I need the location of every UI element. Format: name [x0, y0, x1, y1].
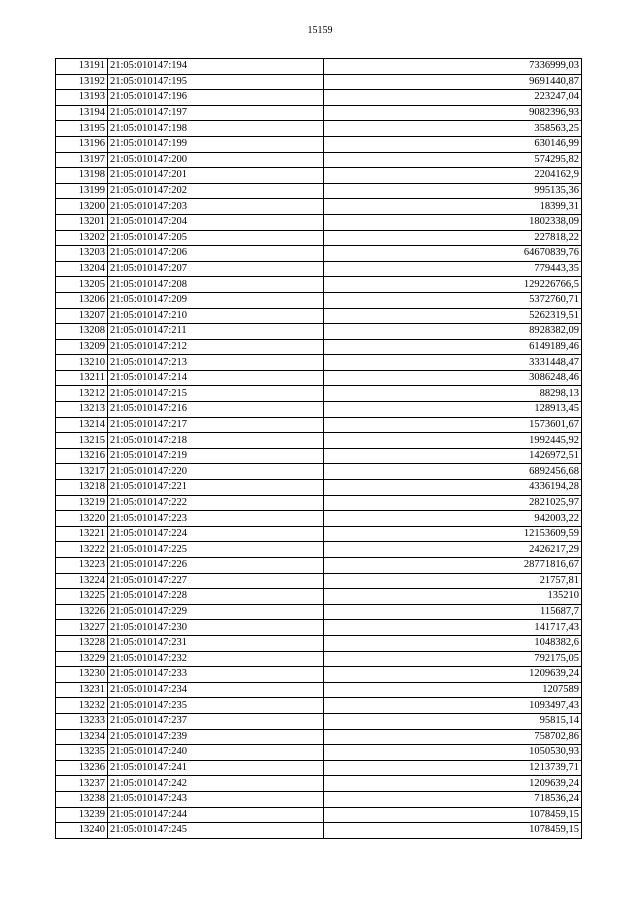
table-row [56, 651, 582, 667]
row-number-cell: 13203 [56, 246, 108, 262]
table-row [56, 635, 582, 651]
row-number-cell: 13199 [56, 183, 108, 199]
table-row [56, 604, 582, 620]
row-number-cell: 13215 [56, 433, 108, 449]
cadastral-number-cell: 21:05:010147:230 [108, 620, 324, 636]
cadastral-number-cell: 21:05:010147:244 [108, 807, 324, 823]
cadastral-value-cell: 1048382,6 [324, 635, 582, 651]
cadastral-number-cell: 21:05:010147:213 [108, 355, 324, 371]
table-row [56, 90, 582, 106]
cadastral-value-cell: 3331448,47 [324, 355, 582, 371]
cadastral-number-cell: 21:05:010147:232 [108, 651, 324, 667]
row-number-cell: 13211 [56, 370, 108, 386]
table-row [56, 791, 582, 807]
table-row [56, 745, 582, 761]
cadastral-value-cell: 942003,22 [324, 511, 582, 527]
cadastral-value-cell: 1209639,24 [324, 667, 582, 683]
table-row [56, 698, 582, 714]
row-number-cell: 13205 [56, 277, 108, 293]
cadastral-value-cell: 574295,82 [324, 152, 582, 168]
cadastral-value-cell: 2204162,9 [324, 168, 582, 184]
cadastral-value-cell: 64670839,76 [324, 246, 582, 262]
cadastral-value-cell: 128913,45 [324, 402, 582, 418]
table-row [56, 230, 582, 246]
cadastral-number-cell: 21:05:010147:219 [108, 448, 324, 464]
row-number-cell: 13198 [56, 168, 108, 184]
cadastral-number-cell: 21:05:010147:220 [108, 464, 324, 480]
cadastral-value-cell: 3086248,46 [324, 370, 582, 386]
cadastral-number-cell: 21:05:010147:201 [108, 168, 324, 184]
cadastral-number-cell: 21:05:010147:233 [108, 667, 324, 683]
row-number-cell: 13220 [56, 511, 108, 527]
table-row [56, 667, 582, 683]
table-row [56, 199, 582, 215]
table-row [56, 807, 582, 823]
cadastral-number-cell: 21:05:010147:226 [108, 558, 324, 574]
cadastral-value-cell: 1802338,09 [324, 214, 582, 230]
cadastral-number-cell: 21:05:010147:195 [108, 74, 324, 90]
row-number-cell: 13239 [56, 807, 108, 823]
cadastral-value-cell: 18399,31 [324, 199, 582, 215]
cadastral-number-cell: 21:05:010147:198 [108, 121, 324, 137]
cadastral-value-cell: 1573601,67 [324, 417, 582, 433]
table-row [56, 495, 582, 511]
row-number-cell: 13230 [56, 667, 108, 683]
row-number-cell: 13219 [56, 495, 108, 511]
row-number-cell: 13194 [56, 105, 108, 121]
cadastral-number-cell: 21:05:010147:216 [108, 402, 324, 418]
cadastral-value-cell: 1078459,15 [324, 823, 582, 839]
row-number-cell: 13208 [56, 324, 108, 340]
row-number-cell: 13216 [56, 448, 108, 464]
cadastral-value-cell: 1209639,24 [324, 776, 582, 792]
table-row [56, 74, 582, 90]
table-row [56, 59, 582, 75]
cadastral-value-cell: 28771816,67 [324, 558, 582, 574]
cadastral-value-cell: 9691440,87 [324, 74, 582, 90]
cadastral-number-cell: 21:05:010147:237 [108, 713, 324, 729]
cadastral-value-cell: 141717,43 [324, 620, 582, 636]
row-number-cell: 13221 [56, 526, 108, 542]
cadastral-number-cell: 21:05:010147:215 [108, 386, 324, 402]
table-row [56, 542, 582, 558]
cadastral-number-cell: 21:05:010147:207 [108, 261, 324, 277]
table-row [56, 277, 582, 293]
cadastral-value-cell: 1078459,15 [324, 807, 582, 823]
cadastral-value-cell: 718536,24 [324, 791, 582, 807]
table-row [56, 760, 582, 776]
row-number-cell: 13201 [56, 214, 108, 230]
table-row [56, 433, 582, 449]
row-number-cell: 13197 [56, 152, 108, 168]
cadastral-value-cell: 21757,81 [324, 573, 582, 589]
cadastral-number-cell: 21:05:010147:206 [108, 246, 324, 262]
row-number-cell: 13237 [56, 776, 108, 792]
row-number-cell: 13196 [56, 136, 108, 152]
table-row [56, 417, 582, 433]
cadastral-number-cell: 21:05:010147:209 [108, 292, 324, 308]
row-number-cell: 13214 [56, 417, 108, 433]
cadastral-number-cell: 21:05:010147:208 [108, 277, 324, 293]
cadastral-number-cell: 21:05:010147:202 [108, 183, 324, 199]
table-row [56, 729, 582, 745]
row-number-cell: 13200 [56, 199, 108, 215]
cadastral-number-cell: 21:05:010147:240 [108, 745, 324, 761]
table-row [56, 136, 582, 152]
row-number-cell: 13231 [56, 682, 108, 698]
cadastral-value-cell: 227818,22 [324, 230, 582, 246]
table-row [56, 355, 582, 371]
table-row [56, 589, 582, 605]
cadastral-value-cell: 995135,36 [324, 183, 582, 199]
cadastral-number-cell: 21:05:010147:245 [108, 823, 324, 839]
table-row [56, 370, 582, 386]
row-number-cell: 13218 [56, 480, 108, 496]
cadastral-number-cell: 21:05:010147:231 [108, 635, 324, 651]
row-number-cell: 13240 [56, 823, 108, 839]
cadastral-value-cell: 8928382,09 [324, 324, 582, 340]
cadastral-number-cell: 21:05:010147:241 [108, 760, 324, 776]
cadastral-number-cell: 21:05:010147:224 [108, 526, 324, 542]
row-number-cell: 13236 [56, 760, 108, 776]
cadastral-value-cell: 758702,86 [324, 729, 582, 745]
cadastral-number-cell: 21:05:010147:197 [108, 105, 324, 121]
row-number-cell: 13238 [56, 791, 108, 807]
cadastral-number-cell: 21:05:010147:217 [108, 417, 324, 433]
cadastral-value-cell: 779443,35 [324, 261, 582, 277]
cadastral-value-cell: 1426972,51 [324, 448, 582, 464]
cadastral-number-cell: 21:05:010147:196 [108, 90, 324, 106]
cadastral-value-cell: 4336194,28 [324, 480, 582, 496]
cadastral-value-cell: 223247,04 [324, 90, 582, 106]
row-number-cell: 13235 [56, 745, 108, 761]
table-row [56, 464, 582, 480]
cadastral-number-cell: 21:05:010147:239 [108, 729, 324, 745]
table-row [56, 526, 582, 542]
cadastral-number-cell: 21:05:010147:225 [108, 542, 324, 558]
table-row [56, 573, 582, 589]
table-row [56, 121, 582, 137]
table-row [56, 448, 582, 464]
cadastral-number-cell: 21:05:010147:221 [108, 480, 324, 496]
cadastral-number-cell: 21:05:010147:200 [108, 152, 324, 168]
cadastral-value-cell: 95815,14 [324, 713, 582, 729]
cadastral-value-cell: 7336999,03 [324, 59, 582, 75]
row-number-cell: 13192 [56, 74, 108, 90]
row-number-cell: 13234 [56, 729, 108, 745]
row-number-cell: 13224 [56, 573, 108, 589]
row-number-cell: 13202 [56, 230, 108, 246]
cadastral-number-cell: 21:05:010147:229 [108, 604, 324, 620]
row-number-cell: 13223 [56, 558, 108, 574]
row-number-cell: 13229 [56, 651, 108, 667]
cadastral-number-cell: 21:05:010147:203 [108, 199, 324, 215]
row-number-cell: 13209 [56, 339, 108, 355]
cadastral-number-cell: 21:05:010147:214 [108, 370, 324, 386]
row-number-cell: 13227 [56, 620, 108, 636]
cadastral-number-cell: 21:05:010147:199 [108, 136, 324, 152]
table-row [56, 183, 582, 199]
cadastral-number-cell: 21:05:010147:243 [108, 791, 324, 807]
table-row [56, 324, 582, 340]
cadastral-value-cell: 115687,7 [324, 604, 582, 620]
cadastral-value-cell: 1213739,71 [324, 760, 582, 776]
table-row [56, 152, 582, 168]
table-row [56, 292, 582, 308]
cadastral-value-cell: 12153609,59 [324, 526, 582, 542]
cadastral-value-cell: 630146,99 [324, 136, 582, 152]
row-number-cell: 13226 [56, 604, 108, 620]
row-number-cell: 13217 [56, 464, 108, 480]
table-row [56, 480, 582, 496]
table-row [56, 823, 582, 839]
row-number-cell: 13233 [56, 713, 108, 729]
cadastral-value-cell: 5372760,71 [324, 292, 582, 308]
cadastral-value-cell: 2426217,29 [324, 542, 582, 558]
row-number-cell: 13225 [56, 589, 108, 605]
cadastral-value-table [55, 58, 582, 839]
page-number: 15159 [307, 25, 333, 36]
table-row [56, 776, 582, 792]
table-row [56, 214, 582, 230]
table-row [56, 168, 582, 184]
table-row [56, 105, 582, 121]
cadastral-number-cell: 21:05:010147:228 [108, 589, 324, 605]
cadastral-number-cell: 21:05:010147:205 [108, 230, 324, 246]
cadastral-number-cell: 21:05:010147:234 [108, 682, 324, 698]
cadastral-value-cell: 5262319,51 [324, 308, 582, 324]
cadastral-number-cell: 21:05:010147:212 [108, 339, 324, 355]
cadastral-value-cell: 2821025,97 [324, 495, 582, 511]
table-row [56, 339, 582, 355]
row-number-cell: 13193 [56, 90, 108, 106]
row-number-cell: 13195 [56, 121, 108, 137]
cadastral-number-cell: 21:05:010147:223 [108, 511, 324, 527]
row-number-cell: 13206 [56, 292, 108, 308]
table-row [56, 246, 582, 262]
table-body [56, 59, 582, 839]
cadastral-number-cell: 21:05:010147:227 [108, 573, 324, 589]
cadastral-number-cell: 21:05:010147:204 [108, 214, 324, 230]
cadastral-number-cell: 21:05:010147:194 [108, 59, 324, 75]
cadastral-value-cell: 792175,05 [324, 651, 582, 667]
cadastral-value-cell: 1992445,92 [324, 433, 582, 449]
cadastral-number-cell: 21:05:010147:210 [108, 308, 324, 324]
cadastral-value-cell: 135210 [324, 589, 582, 605]
table-row [56, 402, 582, 418]
table-row [56, 682, 582, 698]
cadastral-value-cell: 358563,25 [324, 121, 582, 137]
table-row [56, 386, 582, 402]
cadastral-number-cell: 21:05:010147:235 [108, 698, 324, 714]
row-number-cell: 13204 [56, 261, 108, 277]
cadastral-value-cell: 1093497,43 [324, 698, 582, 714]
table-row [56, 261, 582, 277]
cadastral-number-cell: 21:05:010147:218 [108, 433, 324, 449]
cadastral-value-cell: 1050530,93 [324, 745, 582, 761]
table-row [56, 308, 582, 324]
cadastral-value-cell: 6149189,46 [324, 339, 582, 355]
cadastral-value-cell: 6892456,68 [324, 464, 582, 480]
row-number-cell: 13222 [56, 542, 108, 558]
table-row [56, 620, 582, 636]
table-row [56, 511, 582, 527]
cadastral-value-cell: 129226766,5 [324, 277, 582, 293]
row-number-cell: 13213 [56, 402, 108, 418]
row-number-cell: 13191 [56, 59, 108, 75]
cadastral-number-cell: 21:05:010147:222 [108, 495, 324, 511]
cadastral-value-cell: 88298,13 [324, 386, 582, 402]
cadastral-value-cell: 1207589 [324, 682, 582, 698]
cadastral-value-cell: 9082396,93 [324, 105, 582, 121]
row-number-cell: 13207 [56, 308, 108, 324]
cadastral-number-cell: 21:05:010147:242 [108, 776, 324, 792]
row-number-cell: 13228 [56, 635, 108, 651]
table-row [56, 713, 582, 729]
row-number-cell: 13212 [56, 386, 108, 402]
row-number-cell: 13232 [56, 698, 108, 714]
cadastral-number-cell: 21:05:010147:211 [108, 324, 324, 340]
table-row [56, 558, 582, 574]
row-number-cell: 13210 [56, 355, 108, 371]
